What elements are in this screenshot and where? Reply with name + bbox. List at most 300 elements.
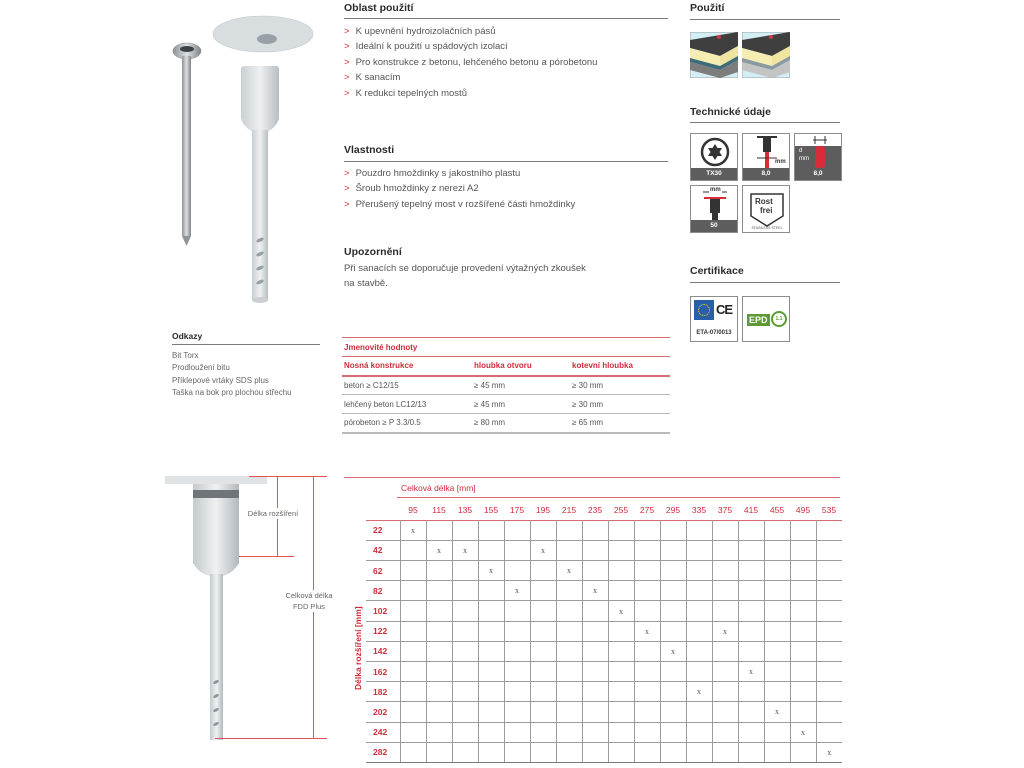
matrix-cell: x	[504, 581, 530, 601]
stainless-steel-icon	[742, 185, 790, 233]
matrix-cell	[426, 742, 452, 762]
matrix-cell	[660, 662, 686, 682]
celkova-delka-label	[277, 590, 341, 612]
odkazy-link[interactable]: Taška na bok pro plochou střechu	[172, 388, 292, 398]
section-title-pouziti: Použití	[690, 2, 725, 14]
matrix-cell	[504, 722, 530, 742]
matrix-cell	[582, 520, 608, 540]
oblast-item: > K redukci tepelných mostů	[344, 86, 597, 101]
matrix-cell	[478, 520, 504, 540]
matrix-cell	[452, 682, 478, 702]
table-row	[342, 376, 670, 395]
dim-bottom-line	[215, 738, 327, 739]
matrix-cell	[764, 540, 790, 560]
matrix-row	[366, 581, 842, 601]
matrix-cell	[582, 540, 608, 560]
eta-ce-icon	[690, 296, 738, 342]
matrix-cell	[426, 520, 452, 540]
matrix-cell	[556, 540, 582, 560]
matrix-cell	[400, 702, 426, 722]
table-cell: ≥ 30 mm	[570, 376, 670, 395]
matrix-column-header: 135	[457, 504, 473, 515]
matrix-row-label: 62	[366, 561, 400, 581]
matrix-cell	[556, 641, 582, 661]
matrix-cell	[608, 682, 634, 702]
matrix-header-row	[366, 500, 842, 520]
matrix-cell: x	[608, 601, 634, 621]
section-rule	[690, 122, 840, 123]
matrix-cell	[634, 702, 660, 722]
matrix-cell	[738, 641, 764, 661]
matrix-cell	[660, 540, 686, 560]
matrix-row-label: 122	[366, 621, 400, 641]
matrix-cell	[452, 601, 478, 621]
matrix-cell	[582, 722, 608, 742]
vlastnosti-item: > Přerušený tepelný most v rozšířené části hmoždinky	[344, 197, 575, 212]
matrix-cell	[790, 702, 816, 722]
ce-mark: CE	[716, 302, 733, 317]
matrix-cell	[816, 520, 842, 540]
matrix-cell	[452, 561, 478, 581]
torx-caption: TX30	[691, 168, 737, 180]
matrix-cell: x	[686, 682, 712, 702]
matrix-cell: x	[426, 540, 452, 560]
matrix-cell	[608, 621, 634, 641]
header-cell: kotevní hloubka	[570, 357, 670, 376]
matrix-cell	[764, 520, 790, 540]
epd-label: EPD	[749, 315, 768, 325]
matrix-row-label: 82	[366, 581, 400, 601]
matrix-cell	[504, 520, 530, 540]
dim-mid-line	[239, 556, 294, 557]
matrix-cell	[790, 601, 816, 621]
matrix-cell	[478, 641, 504, 661]
matrix-cell	[816, 601, 842, 621]
section-rule	[690, 19, 840, 20]
table-cell: ≥ 80 mm	[472, 414, 570, 433]
matrix-cell	[426, 702, 452, 722]
matrix-cell	[686, 742, 712, 762]
matrix-cell	[478, 581, 504, 601]
matrix-cell: x	[738, 662, 764, 682]
matrix-cell	[504, 621, 530, 641]
matrix-cell	[504, 662, 530, 682]
matrix-cell: x	[400, 520, 426, 540]
matrix-row-label: 202	[366, 702, 400, 722]
matrix-cell	[426, 641, 452, 661]
matrix-row-label: 162	[366, 662, 400, 682]
matrix-cell: x	[478, 561, 504, 581]
roof-application-lightweight-icon	[742, 32, 790, 78]
matrix-cell	[556, 520, 582, 540]
matrix-cell	[738, 742, 764, 762]
matrix-cell	[764, 641, 790, 661]
matrix-cell	[816, 621, 842, 641]
matrix-cell	[400, 641, 426, 661]
section-title-technicke: Technické údaje	[690, 106, 771, 118]
matrix-row-title	[343, 606, 363, 710]
matrix-column-header: 115	[432, 504, 446, 515]
nominal-values-table	[342, 337, 670, 434]
matrix-cell	[738, 601, 764, 621]
matrix-cell	[400, 742, 426, 762]
matrix-cell	[660, 742, 686, 762]
matrix-row-label: 42	[366, 540, 400, 560]
matrix-cell	[686, 662, 712, 682]
matrix-cell	[478, 722, 504, 742]
matrix-cell	[790, 561, 816, 581]
matrix-cell	[452, 702, 478, 722]
matrix-cell	[634, 540, 660, 560]
matrix-cell	[686, 540, 712, 560]
section-title-oblast: Oblast použití	[344, 2, 414, 14]
matrix-column-header: 455	[769, 504, 785, 515]
matrix-cell	[608, 581, 634, 601]
matrix-column-header: 155	[483, 504, 499, 515]
matrix-cell: x	[452, 540, 478, 560]
matrix-cell	[582, 641, 608, 661]
matrix-cell	[712, 662, 738, 682]
matrix-cell	[634, 520, 660, 540]
matrix-cell	[608, 561, 634, 581]
matrix-cell	[452, 581, 478, 601]
matrix-cell	[790, 520, 816, 540]
matrix-column-header: 415	[743, 504, 759, 515]
matrix-column-header: 95	[408, 504, 418, 515]
matrix-cell	[634, 641, 660, 661]
matrix-row-label: 282	[366, 742, 400, 762]
matrix-cell	[478, 540, 504, 560]
matrix-cell	[608, 742, 634, 762]
depth-caption: 50	[691, 220, 737, 232]
matrix-row	[366, 641, 842, 661]
matrix-cell	[790, 742, 816, 762]
section-rule	[344, 18, 668, 19]
matrix-cell	[634, 662, 660, 682]
matrix-cell	[686, 621, 712, 641]
matrix-column-header: 335	[691, 504, 707, 515]
matrix-cell: x	[530, 540, 556, 560]
matrix-column-header: 495	[795, 504, 811, 515]
matrix-cell	[504, 742, 530, 762]
matrix-cell	[426, 722, 452, 742]
drill-depth-icon	[690, 185, 738, 233]
matrix-cell	[530, 561, 556, 581]
matrix-row	[366, 540, 842, 560]
matrix-cell	[686, 601, 712, 621]
celkova-line2: FDD Plus	[292, 602, 326, 611]
matrix-cell	[556, 662, 582, 682]
matrix-cell	[764, 742, 790, 762]
matrix-cell	[400, 662, 426, 682]
matrix-cell	[608, 702, 634, 722]
upozorneni-line: na stavbě.	[344, 278, 388, 290]
matrix-row	[366, 561, 842, 581]
matrix-row-label: 182	[366, 682, 400, 702]
matrix-cell	[790, 662, 816, 682]
oblast-list	[344, 24, 597, 101]
matrix-cell: x	[790, 722, 816, 742]
matrix-cell	[712, 742, 738, 762]
matrix-cell	[582, 601, 608, 621]
matrix-cell	[556, 682, 582, 702]
matrix-cell	[608, 520, 634, 540]
matrix-row-label: 102	[366, 601, 400, 621]
matrix-row	[366, 722, 842, 742]
matrix-column-header: 175	[509, 504, 525, 515]
delka-rozsireni-label: Délka rozšíření	[243, 508, 303, 519]
matrix-cell	[712, 561, 738, 581]
matrix-cell	[712, 601, 738, 621]
matrix-cell	[660, 561, 686, 581]
section-title-certifikace: Certifikace	[690, 265, 744, 277]
matrix-cell: x	[764, 702, 790, 722]
matrix-cell: x	[712, 621, 738, 641]
upozorneni-line: Při sanacích se doporučuje provedení výtažných zkoušek	[344, 263, 586, 274]
matrix-cell	[738, 540, 764, 560]
section-title-odkazy: Odkazy	[172, 331, 203, 341]
matrix-column-header: 235	[587, 504, 603, 515]
matrix-column-header: 255	[613, 504, 629, 515]
matrix-cell	[660, 621, 686, 641]
eu-flag-icon	[694, 300, 714, 320]
matrix-cell	[686, 641, 712, 661]
matrix-cell	[816, 540, 842, 560]
table-title: Jmenovité hodnoty	[342, 338, 670, 357]
matrix-cell	[582, 621, 608, 641]
matrix-cell	[530, 621, 556, 641]
matrix-cell	[400, 621, 426, 641]
table-row	[342, 395, 670, 414]
matrix-column-header: 295	[665, 504, 681, 515]
matrix-cell	[452, 641, 478, 661]
matrix-cell	[556, 601, 582, 621]
matrix-cell	[712, 722, 738, 742]
matrix-cell	[504, 561, 530, 581]
matrix-cell: x	[556, 561, 582, 581]
matrix-cell	[452, 742, 478, 762]
matrix-cell	[400, 581, 426, 601]
matrix-cell	[634, 742, 660, 762]
matrix-cell	[556, 722, 582, 742]
matrix-cell	[452, 722, 478, 742]
matrix-cell	[686, 722, 712, 742]
matrix-cell	[712, 682, 738, 702]
matrix-cell	[790, 621, 816, 641]
matrix-cell	[816, 682, 842, 702]
odkazy-link[interactable]: Bit Torx	[172, 351, 199, 360]
matrix-column-header: 275	[639, 504, 655, 515]
dim-top-line	[249, 476, 327, 477]
matrix-cell	[738, 581, 764, 601]
matrix-cell	[426, 601, 452, 621]
matrix-cell	[478, 662, 504, 682]
odkazy-list	[172, 350, 292, 400]
matrix-cell	[530, 662, 556, 682]
matrix-cell	[608, 641, 634, 661]
matrix-cell	[426, 662, 452, 682]
matrix-cell	[764, 722, 790, 742]
matrix-cell	[400, 601, 426, 621]
matrix-cell	[738, 621, 764, 641]
matrix-cell	[790, 641, 816, 661]
matrix-cell	[660, 581, 686, 601]
matrix-row	[366, 662, 842, 682]
odkazy-link[interactable]: Prodloužení bitu	[172, 363, 230, 373]
matrix-cell	[686, 702, 712, 722]
matrix-cell	[400, 561, 426, 581]
hole-unit-d: d	[799, 148, 803, 154]
matrix-cell	[660, 520, 686, 540]
matrix-cell	[530, 702, 556, 722]
section-rule	[344, 161, 668, 162]
table-cell: ≥ 65 mm	[570, 414, 670, 433]
matrix-cell	[478, 601, 504, 621]
matrix-cell	[530, 742, 556, 762]
depth-unit: mm	[710, 187, 721, 193]
matrix-row	[366, 601, 842, 621]
matrix-cell	[660, 702, 686, 722]
matrix-cell	[608, 662, 634, 682]
matrix-cell	[738, 682, 764, 702]
matrix-column-header: 195	[535, 504, 551, 515]
matrix-cell	[686, 520, 712, 540]
matrix-cell	[764, 601, 790, 621]
matrix-cell: x	[660, 641, 686, 661]
table-cell: ≥ 45 mm	[472, 395, 570, 414]
matrix-cell	[478, 702, 504, 722]
matrix-cell	[582, 742, 608, 762]
matrix-cell	[426, 682, 452, 702]
matrix-cell	[634, 581, 660, 601]
matrix-cell	[816, 581, 842, 601]
upozorneni-text	[344, 261, 586, 292]
matrix-cell: x	[816, 742, 842, 762]
matrix-row	[366, 621, 842, 641]
celkova-line1: Celková délka	[285, 591, 333, 600]
matrix-cell	[660, 722, 686, 742]
matrix-cell	[764, 621, 790, 641]
matrix-cell	[452, 662, 478, 682]
table-row	[342, 414, 670, 433]
matrix-cell	[608, 540, 634, 560]
matrix-cell	[712, 641, 738, 661]
oblast-item: > Pro konstrukce z betonu, lehčeného betonu a pórobetonu	[344, 55, 597, 70]
table-cell: ≥ 45 mm	[472, 376, 570, 395]
eta-caption: ETA-07/0013	[696, 330, 732, 336]
matrix-cell	[530, 520, 556, 540]
matrix-column-header: 535	[821, 504, 837, 515]
table-cell: beton ≥ C12/15	[342, 376, 472, 395]
matrix-cell	[478, 742, 504, 762]
vlastnosti-list	[344, 166, 575, 212]
roof-application-concrete-icon	[690, 32, 738, 78]
table-cell: lehčený beton LC12/13	[342, 395, 472, 414]
oblast-item: > K upevnění hydroizolačních pásů	[344, 24, 597, 39]
matrix-cell	[816, 641, 842, 661]
anchor-dimension-diagram	[165, 472, 340, 768]
matrix-cell	[686, 561, 712, 581]
matrix-cell	[556, 742, 582, 762]
torx-drive-icon	[690, 133, 738, 181]
matrix-cell: x	[634, 621, 660, 641]
anchor-and-screw-icon	[165, 8, 335, 308]
matrix-cell	[764, 662, 790, 682]
matrix-row	[366, 682, 842, 702]
drill-caption: 8,0	[743, 168, 789, 180]
epd-icon	[742, 296, 790, 342]
matrix-row	[366, 520, 842, 540]
size-matrix-table	[366, 500, 842, 763]
matrix-cell	[686, 581, 712, 601]
matrix-cell	[504, 540, 530, 560]
matrix-cell	[660, 682, 686, 702]
matrix-cell	[582, 702, 608, 722]
matrix-row-label: 22	[366, 520, 400, 540]
matrix-cell	[790, 540, 816, 560]
matrix-cell	[738, 520, 764, 540]
matrix-cell	[790, 682, 816, 702]
matrix-cell	[504, 682, 530, 702]
matrix-cell	[816, 722, 842, 742]
matrix-cell: x	[582, 581, 608, 601]
matrix-cell	[530, 581, 556, 601]
matrix-cell	[738, 561, 764, 581]
matrix-cell	[478, 682, 504, 702]
oblast-item: > K sanacím	[344, 70, 597, 85]
odkazy-link[interactable]: Příklepové vrtáky SDS plus	[172, 375, 269, 385]
matrix-cell	[452, 520, 478, 540]
section-rule	[690, 282, 840, 283]
matrix-row-label: 242	[366, 722, 400, 742]
matrix-header-rule	[397, 497, 840, 498]
matrix-cell	[452, 621, 478, 641]
matrix-cell	[816, 561, 842, 581]
oblast-item: > Ideální k použití u spádových izolací	[344, 39, 597, 54]
matrix-cell	[634, 601, 660, 621]
matrix-cell	[504, 702, 530, 722]
table-cell: ≥ 30 mm	[570, 395, 670, 414]
matrix-cell	[426, 581, 452, 601]
header-cell: Nosná konstrukce	[342, 357, 472, 376]
matrix-cell	[660, 601, 686, 621]
matrix-cell	[764, 561, 790, 581]
vlastnosti-item: > Šroub hmoždinky z nerezi A2	[344, 181, 575, 196]
matrix-cell	[504, 641, 530, 661]
matrix-cell	[400, 682, 426, 702]
matrix-cell	[712, 702, 738, 722]
size-matrix	[366, 500, 842, 763]
matrix-cell	[478, 621, 504, 641]
matrix-cell	[426, 561, 452, 581]
hole-diameter-icon	[794, 133, 842, 181]
matrix-cell	[530, 722, 556, 742]
table-title-row	[342, 338, 670, 357]
matrix-row	[366, 742, 842, 762]
drill-diameter-icon	[742, 133, 790, 181]
matrix-cell	[738, 722, 764, 742]
table-header-row	[342, 357, 670, 376]
matrix-column-header: 375	[717, 504, 733, 515]
matrix-cell	[634, 722, 660, 742]
matrix-cell	[530, 641, 556, 661]
matrix-column-title: Celková délka [mm]	[401, 483, 476, 493]
matrix-cell	[608, 722, 634, 742]
matrix-column-header: 215	[561, 504, 577, 515]
matrix-cell	[400, 722, 426, 742]
matrix-cell	[582, 682, 608, 702]
hole-caption: 8,0	[795, 168, 841, 180]
